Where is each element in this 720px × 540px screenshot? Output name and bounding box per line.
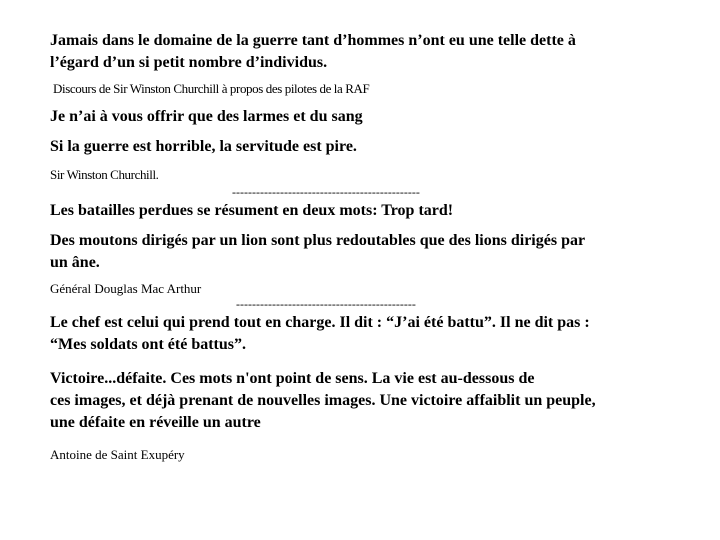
quote-churchill-raf-line-2: l’égard d’un si petit nombre d’individus. [50,54,328,71]
quote-victoire-defaite-line-2: ces images, et déjà prenant de nouvelles images. Une victoire affaiblit un peuple, [50,392,596,409]
quote-victoire-defaite-line-1: Victoire...défaite. Ces mots n'ont point de sens. La vie est au-dessous de [50,370,535,387]
separator-2: --------------------------------------------- [236,298,416,310]
attribution-churchill: Sir Winston Churchill. [50,167,159,182]
quote-churchill-raf-line-1: Jamais dans le domaine de la guerre tant d’hommes n’ont eu une telle dette à [50,32,576,49]
quote-chef-line-1: Le chef est celui qui prend tout en charge. Il dit : “J’ai été battu”. Il ne dit pas : [50,314,590,331]
quote-guerre-servitude: Si la guerre est horrible, la servitude est pire. [50,138,357,155]
quote-larmes-sang: Je n’ai à vous offrir que des larmes et du sang [50,108,363,125]
quote-victoire-defaite-line-3: une défaite en réveille un autre [50,414,261,431]
quote-chef-line-2: “Mes soldats ont été battus”. [50,336,246,353]
quote-moutons-lion-line-2: un âne. [50,254,100,271]
quote-batailles-perdues: Les batailles perdues se résument en deux mots: Trop tard! [50,202,454,219]
quotes-page [50,30,675,464]
attribution-churchill-raf: Discours de Sir Winston Churchill à propos des pilotes de la RAF [53,81,370,96]
quote-moutons-lion-line-1: Des moutons dirigés par un lion sont plus redoutables que des lions dirigés par [50,232,586,249]
attribution-mac-arthur: Général Douglas Mac Arthur [50,281,202,296]
attribution-saint-exupery: Antoine de Saint Exupéry [50,447,185,462]
separator-1: ----------------------------------------------- [232,186,420,198]
